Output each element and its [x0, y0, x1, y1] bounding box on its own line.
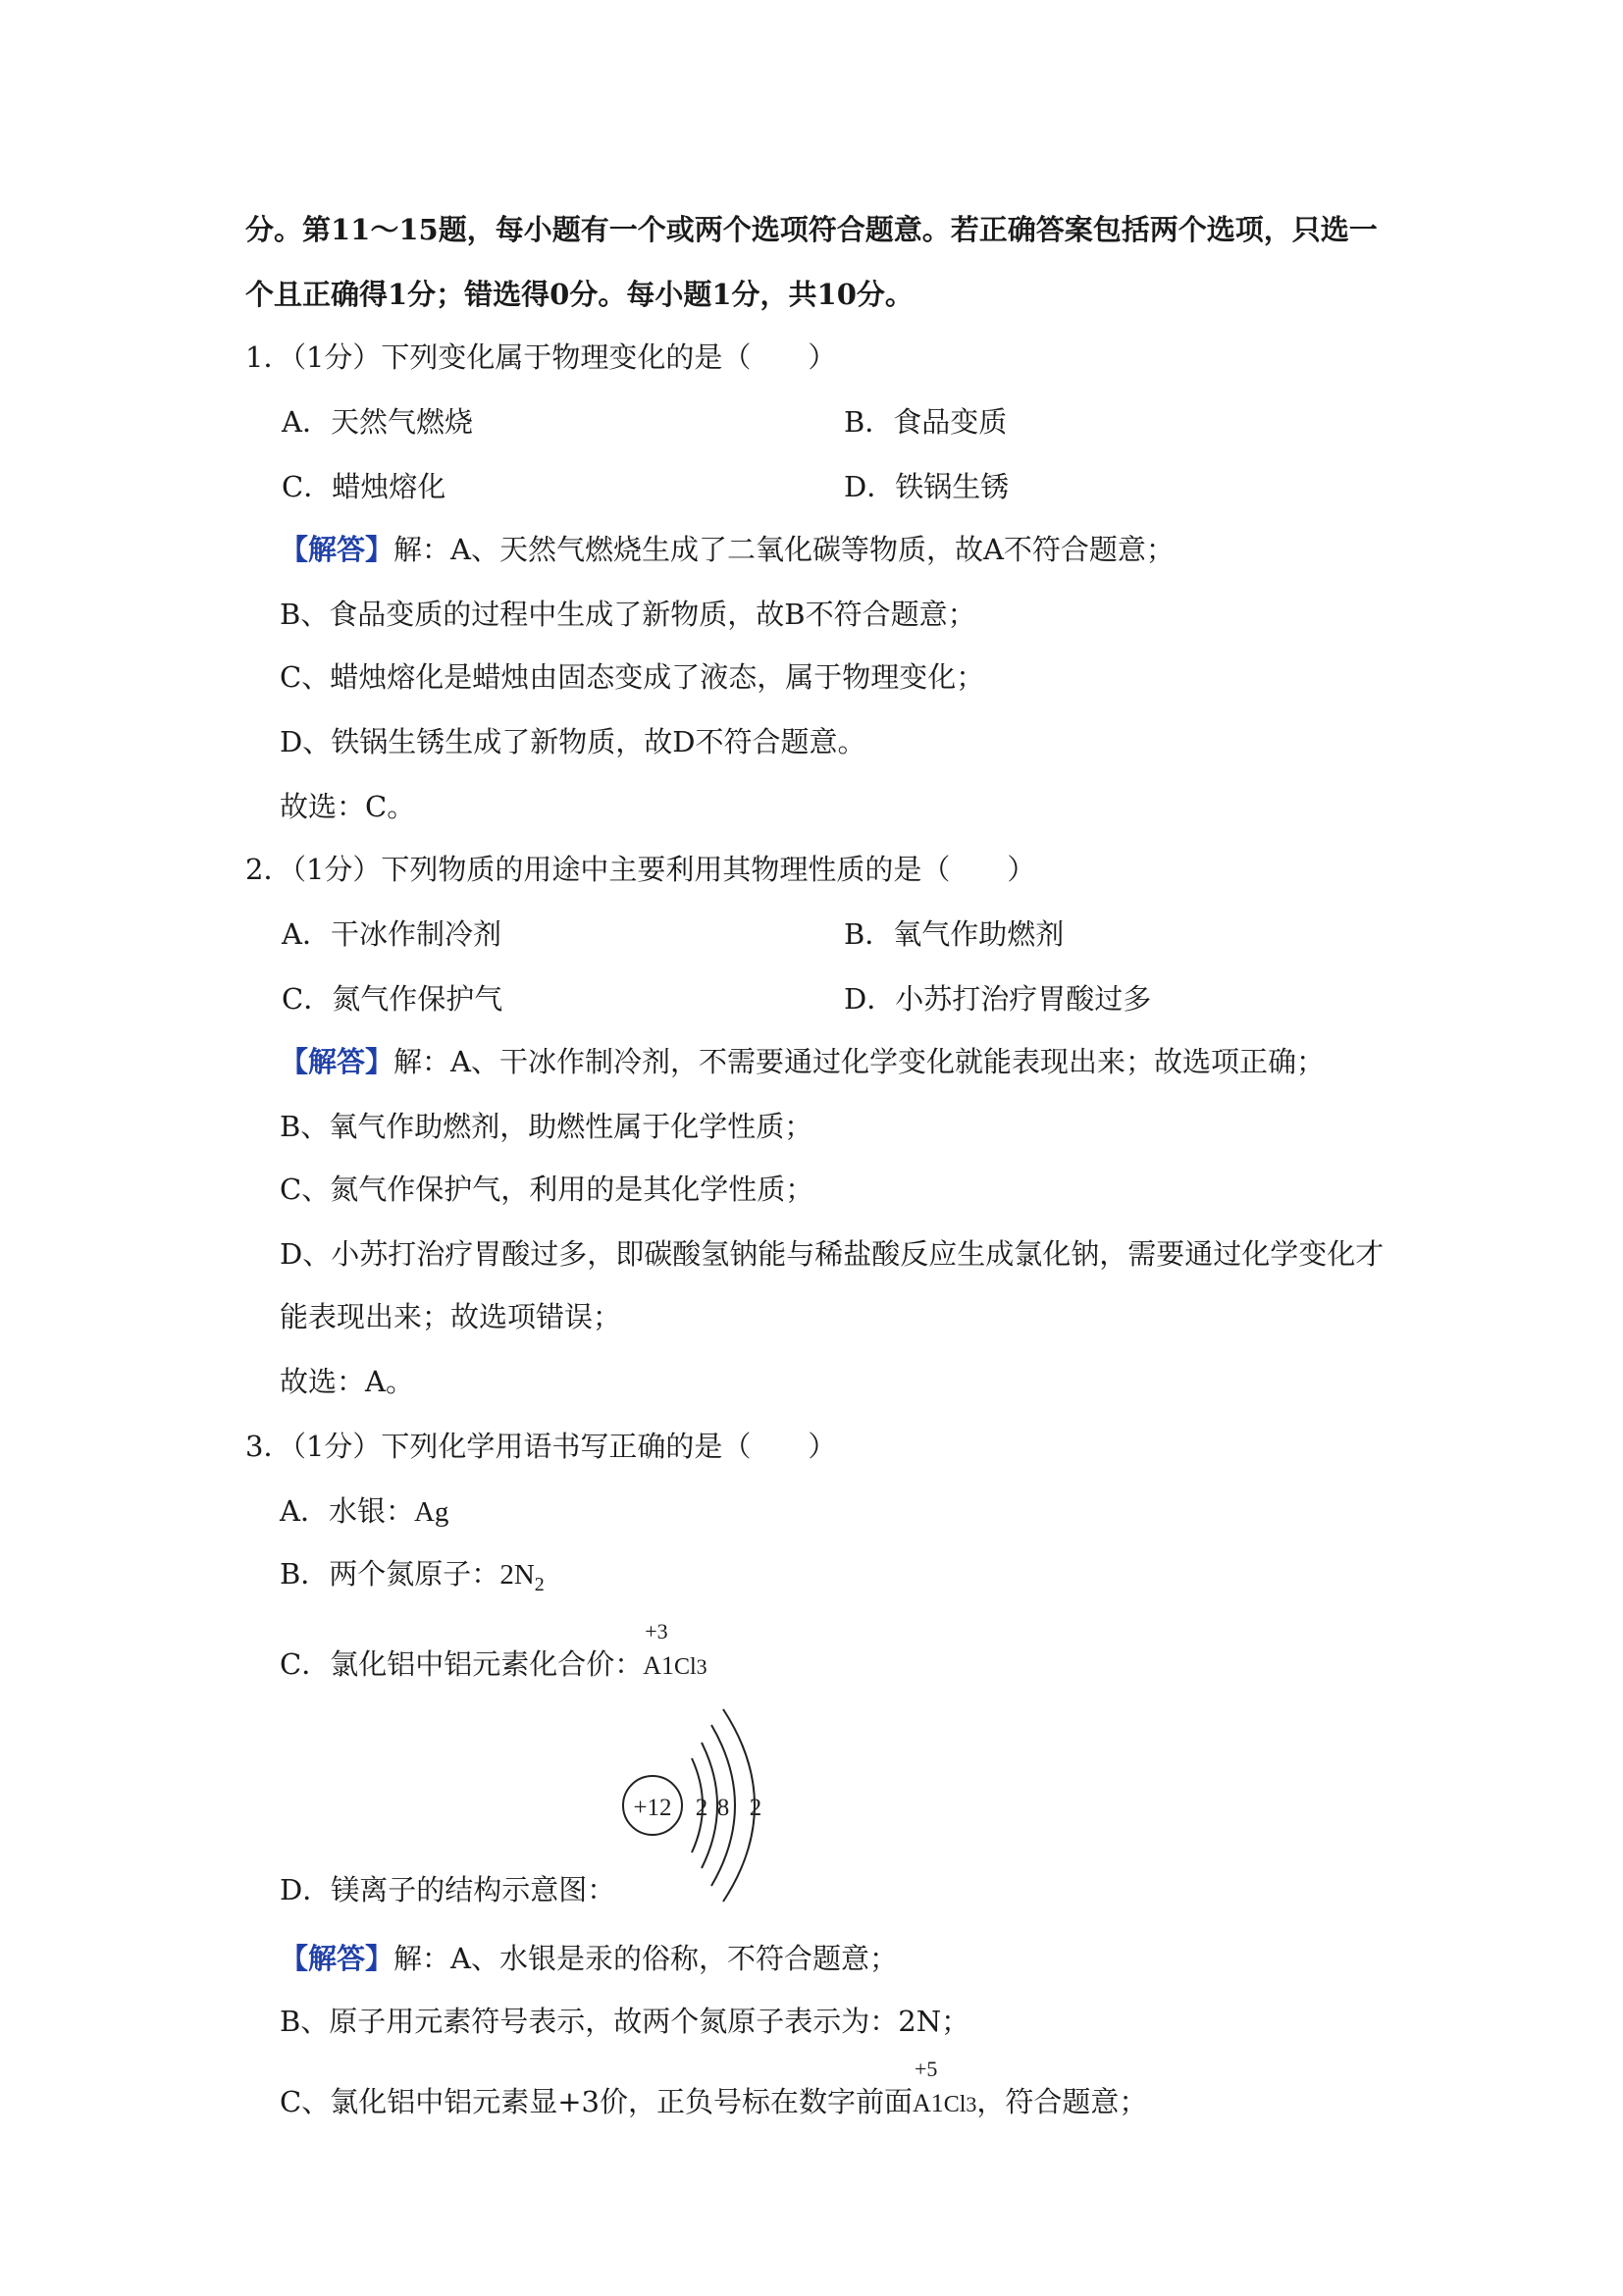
- q3-option-c-label: C．氯化铝中铝元素化合价：: [280, 1647, 644, 1681]
- question-2-stem: 2．（1分）下列物质的用途中主要利用其物理性质的是（ ）: [245, 853, 1036, 886]
- q3-answer-c-element: A1: [912, 2089, 944, 2117]
- q2-answer-a: 解：A、干冰作制冷剂，不需要通过化学变化就能表现出来；故选项正确；: [393, 1045, 1325, 1078]
- q2-option-c: C．氮气作保护气: [282, 982, 503, 1016]
- answer-tag: 【解答】: [280, 1045, 394, 1078]
- q2-answer-line-2: B、氧气作助燃剂，助燃性属于化学性质；: [280, 1110, 813, 1143]
- q2-option-b: B．氧气作助燃剂: [844, 917, 1065, 951]
- q3-answer-c-end: ，符合题意；: [976, 2085, 1148, 2118]
- q3-option-a: [280, 1489, 1438, 1534]
- shell-electrons-3: 2: [749, 1795, 762, 1821]
- section-intro-line-1: 分。第11～15题，每小题有一个或两个选项符合题意。若正确答案包括两个选项，只选一: [245, 213, 1378, 246]
- q1-answer-a: 解：A、天然气燃烧生成了二氧化碳等物质，故A不符合题意；: [393, 533, 1175, 566]
- q3-answer-line-3: [280, 2057, 1438, 2126]
- q3-answer-c-text: C、氯化铝中铝元素显+3价，正负号标在数字前面: [280, 2085, 913, 2118]
- q3-option-b: [280, 1552, 1438, 1606]
- q3-option-a-formula: Ag: [413, 1496, 449, 1528]
- answer-tag: 【解答】: [280, 1942, 394, 1975]
- q3-answer-c-formula: [912, 2057, 944, 2125]
- q3-option-d: D．镁离子的结构示意图：: [280, 1873, 616, 1906]
- q3-answer-a: 解：A、水银是汞的俗称，不符合题意；: [393, 1942, 898, 1975]
- q1-answer-line-4: D、铁锅生锈生成了新物质，故D不符合题意。: [280, 725, 866, 758]
- shell-electrons-1: 2: [695, 1795, 708, 1821]
- q3-option-c-formula: [643, 1619, 674, 1688]
- q2-answer-line-1: [280, 1040, 1438, 1083]
- q3-answer-line-2: B、原子用元素符号表示，故两个氮原子表示为：2N；: [280, 2005, 970, 2038]
- q3-option-c-valence: +3: [645, 1619, 668, 1644]
- q3-option-a-label: A．水银：: [280, 1494, 414, 1528]
- q3-option-c-rest: Cl: [673, 1654, 697, 1680]
- q3-option-b-label: B．两个氮原子：: [280, 1557, 500, 1591]
- q2-answer-line-5: 能表现出来；故选项错误；: [280, 1300, 622, 1333]
- q3-option-c-subscript: 3: [696, 1654, 707, 1679]
- q3-option-c: [280, 1619, 1438, 1689]
- q2-answer-line-4: D、小苏打治疗胃酸过多，即碳酸氢钠能与稀盐酸反应生成氯化钠，需要通过化学变化才: [280, 1237, 1385, 1271]
- q3-option-b-formula: 2N: [499, 1559, 535, 1591]
- q1-answer-line-3: C、蜡烛熔化是蜡烛由固态变成了液态，属于物理变化；: [280, 660, 985, 694]
- q3-option-b-subscript: 2: [534, 1574, 545, 1595]
- question-3-stem: 3．（1分）下列化学用语书写正确的是（ ）: [245, 1430, 837, 1463]
- q2-option-d: D．小苏打治疗胃酸过多: [844, 982, 1152, 1016]
- q1-option-b: B．食品变质: [844, 405, 1008, 439]
- answer-tag: 【解答】: [280, 533, 394, 566]
- q3-option-c-element: A1: [643, 1651, 674, 1680]
- section-intro-line-2: 个且正确得1分；错选得0分。每小题1分，共10分。: [245, 278, 914, 311]
- q1-answer-line-2: B、食品变质的过程中生成了新物质，故B不符合题意；: [280, 598, 976, 631]
- shell-electrons-2: 8: [716, 1795, 730, 1821]
- q1-option-d: D．铁锅生锈: [844, 470, 1010, 503]
- q2-answer-line-3: C、氮气作保护气，利用的是其化学性质；: [280, 1173, 814, 1206]
- q3-answer-c-subscript: 3: [966, 2092, 977, 2116]
- q3-answer-c-rest: Cl: [943, 2092, 967, 2117]
- q2-answer-choice: 故选：A。: [280, 1365, 414, 1398]
- question-1-stem: 1．（1分）下列变化属于物理变化的是（ ）: [245, 340, 837, 374]
- q2-option-a: A．干冰作制冷剂: [282, 917, 501, 951]
- q3-answer-c-valence: +5: [914, 2057, 938, 2081]
- q1-option-a: A．天然气燃烧: [282, 405, 473, 439]
- q1-answer-line-1: [280, 528, 1438, 571]
- q3-answer-line-1: [280, 1937, 1438, 1980]
- nucleus-charge: +12: [633, 1795, 672, 1821]
- q1-answer-choice: 故选：C。: [280, 790, 416, 823]
- q1-option-c: C．蜡烛熔化: [282, 470, 446, 503]
